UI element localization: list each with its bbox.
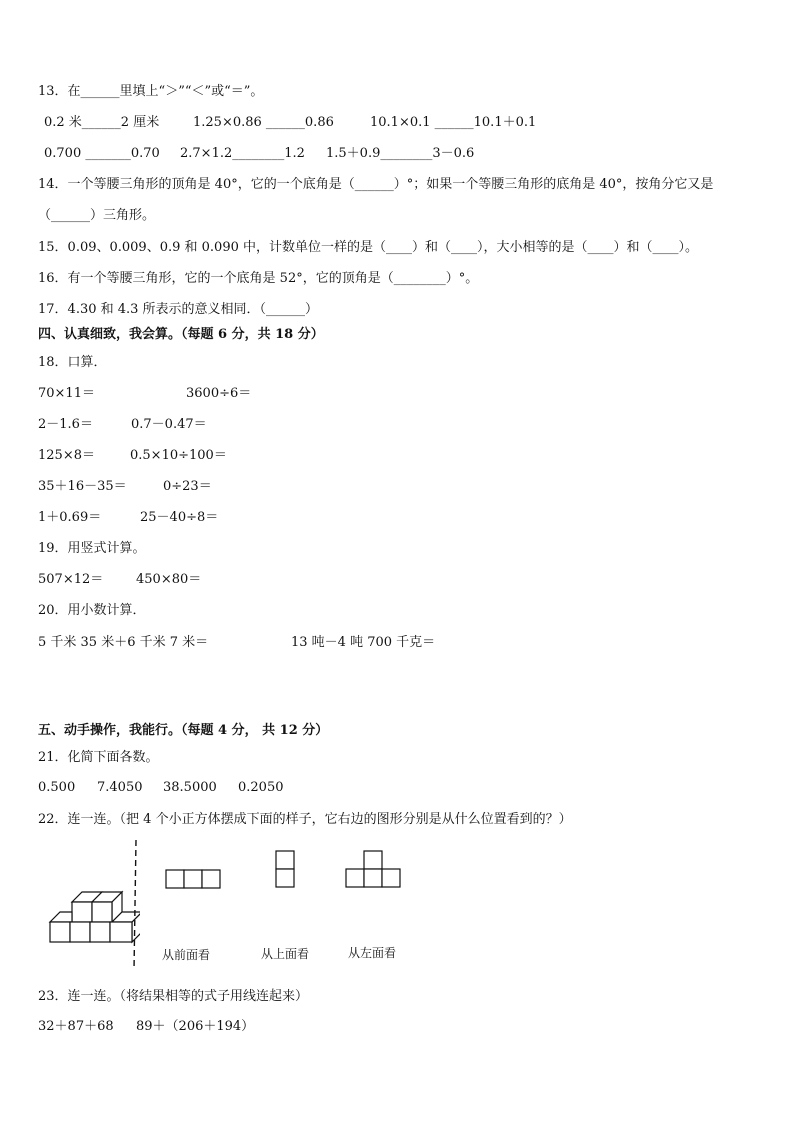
q23-expr: 32＋87＋68 <box>38 1019 114 1034</box>
view-front-shape <box>165 868 225 890</box>
q18-row <box>38 385 438 403</box>
q20-title: 20．用小数计算． <box>38 603 146 618</box>
q19-expr: 507×12＝ <box>38 572 104 587</box>
q23-expr: 89＋（206＋194） <box>136 1019 255 1034</box>
caption-left-view: 从左面看 <box>348 946 397 960</box>
q13-row2 <box>44 145 784 163</box>
q20-row <box>38 634 538 652</box>
q15: 15．0.09、0.009、0.9 和 0.090 中，计数单位一样的是（____）和（____），大小相等的是（____）和（____）。 <box>38 240 698 255</box>
q18-row <box>38 416 438 434</box>
q18-expr: 70×11＝ <box>38 386 95 401</box>
caption-front-view: 从前面看 <box>162 948 211 962</box>
q21-number: 0.2050 <box>238 780 284 795</box>
q19-expr: 450×80＝ <box>136 572 202 587</box>
q21-number: 0.500 <box>38 780 76 795</box>
cube-stack-figure <box>40 880 140 950</box>
q13-item: 2.7×1.2________1.2 <box>180 146 305 161</box>
q18-expr: 0.7－0.47＝ <box>131 417 207 432</box>
q19-row <box>38 571 438 589</box>
q16: 16．有一个等腰三角形，它的一个底角是 52°，它的顶角是（________）°。 <box>38 271 479 286</box>
caption-top-view: 从上面看 <box>261 947 310 961</box>
q23-row <box>38 1018 438 1036</box>
q18-expr: 25－40÷8＝ <box>140 510 219 525</box>
q21-row <box>38 779 438 797</box>
q18-expr: 35＋16－35＝ <box>38 479 127 494</box>
q20-expr: 5 千米 35 米＋6 千米 7 米＝ <box>38 635 209 650</box>
q14-line1: 14．一个等腰三角形的顶角是 40°，它的一个底角是（______）°；如果一个等腰三角形的底角是 40°，按角分它又是 <box>38 177 714 192</box>
q20-expr: 13 吨－4 吨 700 千克＝ <box>291 635 436 650</box>
q21-title: 21．化简下面各数。 <box>38 750 159 765</box>
q13-row1 <box>44 114 784 132</box>
q18-expr: 2－1.6＝ <box>38 417 93 432</box>
view-left-shape <box>345 849 407 891</box>
section-4-heading: 四、认真细致，我会算。（每题 6 分，共 18 分） <box>38 327 324 342</box>
q13-item: 0.2 米______2 厘米 <box>44 115 160 130</box>
q13-item: 0.700 _______0.70 <box>44 146 160 161</box>
q14-line2: （______）三角形。 <box>38 208 156 223</box>
q18-title: 18．口算． <box>38 355 107 370</box>
q13-title: 13．在______里填上“＞”“＜”或“＝”。 <box>38 84 264 99</box>
q21-number: 38.5000 <box>163 780 217 795</box>
q18-expr: 0.5×10÷100＝ <box>130 448 227 463</box>
q18-expr: 0÷23＝ <box>163 479 212 494</box>
q18-row <box>38 447 438 465</box>
q23-title: 23．连一连。（将结果相等的式子用线连起来） <box>38 989 309 1004</box>
q19-title: 19．用竖式计算。 <box>38 541 146 556</box>
q18-row <box>38 509 438 527</box>
q22-title: 22．连一连。（把 4 个小正方体摆成下面的样子，它右边的图形分别是从什么位置看到的？） <box>38 812 572 827</box>
view-top-shape <box>274 850 298 890</box>
q21-number: 7.4050 <box>97 780 143 795</box>
q18-row <box>38 478 438 496</box>
q17: 17．4.30 和 4.3 所表示的意义相同．（______） <box>38 302 319 317</box>
q18-expr: 3600÷6＝ <box>186 386 252 401</box>
q13-item: 1.25×0.86 ______0.86 <box>193 115 334 130</box>
q13-item: 1.5＋0.9________3－0.6 <box>326 146 475 161</box>
dashed-divider <box>133 840 139 970</box>
q13-item: 10.1×0.1 ______10.1＋0.1 <box>370 115 537 130</box>
q18-expr: 1＋0.69＝ <box>38 510 102 525</box>
q18-expr: 125×8＝ <box>38 448 95 463</box>
section-5-heading: 五、动手操作，我能行。（每题 4 分， 共 12 分） <box>38 723 329 738</box>
